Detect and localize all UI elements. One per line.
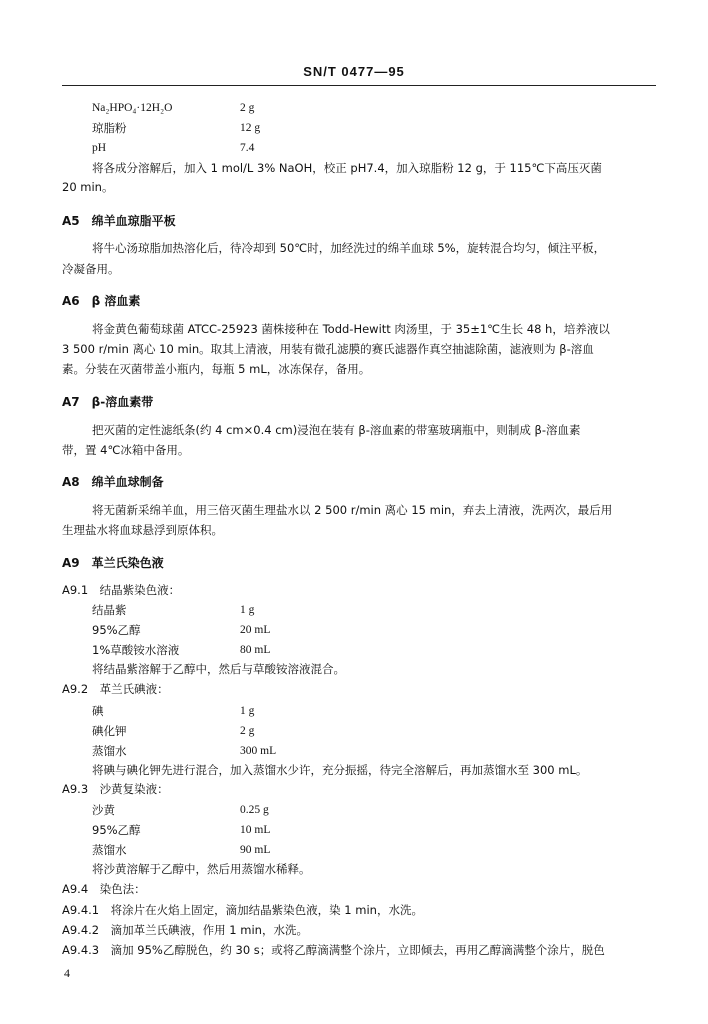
ingredient-value: 2 g [240, 102, 255, 114]
section-heading-a5: A5 绵羊血琼脂平板 [62, 214, 176, 228]
section-heading-a7: A7 β-溶血素带 [62, 395, 154, 409]
reagent-name: 95%乙醇 [92, 823, 141, 837]
reagent-name: 碘化钾 [92, 724, 127, 738]
paragraph-line: 把灭菌的定性滤纸条(约 4 cm×0.4 cm)浸泡在装有 β-溶血素的带塞玻璃瓶中，则制成 β-溶血素 [92, 423, 581, 437]
paragraph-line: 生理盐水将血球悬浮到原体积。 [62, 523, 223, 537]
paragraph-line: 3 500 r/min 离心 10 min。取其上清液，用装有微孔滤膜的赛氏滤器作真空抽滤除菌，滤液则为 β-溶血 [62, 342, 594, 356]
subsection-heading-a9-2: A9.2 革兰氏碘液： [62, 682, 169, 696]
ingredient-name: pH [92, 142, 107, 154]
reagent-name: 1%草酸铵水溶液 [92, 643, 180, 657]
procedure-note: 将沙黄溶解于乙醇中，然后用蒸馏水稀释。 [92, 862, 311, 876]
section-heading-a8: A8 绵羊血球制备 [62, 475, 164, 489]
reagent-name: 沙黄 [92, 803, 115, 817]
subsection-heading-a9-4: A9.4 染色法： [62, 882, 146, 896]
reagent-value: 10 mL [240, 824, 271, 836]
section-heading-a6: A6 β 溶血素 [62, 294, 141, 308]
ingredient-name: Na₂HPO₄·12H₂O [92, 102, 173, 114]
section-heading-a9: A9 革兰氏染色液 [62, 556, 164, 570]
paragraph-line: 将各成分溶解后，加入 1 mol/L 3% NaOH，校正 pH7.4，加入琼脂粉 12 g，于 115℃下高压灭菌 [92, 161, 602, 175]
reagent-value: 1 g [240, 705, 255, 717]
staining-step: A9.4.3 滴加 95%乙醇脱色，约 30 s；或将乙醇滴满整个涂片，立即倾去，再用乙醇滴满整个涂片，脱色 [62, 943, 605, 957]
subsection-heading-a9-1: A9.1 结晶紫染色液： [62, 583, 181, 597]
reagent-value: 1 g [240, 604, 255, 616]
ingredient-name: 琼脂粉 [92, 121, 127, 135]
reagent-value: 90 mL [240, 844, 271, 856]
staining-step: A9.4.2 滴加革兰氏碘液，作用 1 min，水洗。 [62, 923, 308, 937]
procedure-note: 将结晶紫溶解于乙醇中，然后与草酸铵溶液混合。 [92, 662, 345, 676]
procedure-note: 将碘与碘化钾先进行混合，加入蒸馏水少许，充分振摇，待完全溶解后，再加蒸馏水至 300 mL。 [92, 763, 588, 777]
reagent-name: 碘 [92, 704, 104, 718]
ingredient-value: 12 g [240, 122, 261, 134]
staining-step: A9.4.1 将涂片在火焰上固定，滴加结晶紫染色液，染 1 min，水洗。 [62, 903, 423, 917]
header-rule [62, 85, 656, 86]
reagent-name: 95%乙醇 [92, 623, 141, 637]
reagent-value: 2 g [240, 725, 255, 737]
paragraph-line: 冷凝备用。 [62, 262, 120, 276]
paragraph-line: 将牛心汤琼脂加热溶化后，待冷却到 50℃时，加经洗过的绵羊血球 5%，旋转混合均匀，倾注平板， [92, 241, 606, 255]
paragraph-line: 20 min。 [62, 180, 114, 194]
reagent-name: 蒸馏水 [92, 843, 127, 857]
reagent-value: 80 mL [240, 644, 271, 656]
standard-code-header: SN/T 0477—95 [303, 64, 405, 79]
reagent-name: 蒸馏水 [92, 744, 127, 758]
page-number: 4 [64, 966, 70, 980]
paragraph-line: 素。分装在灭菌带盖小瓶内，每瓶 5 mL，冰冻保存，备用。 [62, 362, 371, 376]
subsection-heading-a9-3: A9.3 沙黄复染液： [62, 782, 169, 796]
paragraph-line: 将无菌新采绵羊血，用三倍灭菌生理盐水以 2 500 r/min 离心 15 min，弃去上清液，洗两次，最后用 [92, 503, 613, 517]
reagent-value: 300 mL [240, 745, 277, 757]
paragraph-line: 将金黄色葡萄球菌 ATCC-25923 菌株接种在 Todd-Hewitt 肉汤里，于 35±1℃生长 48 h，培养液以 [92, 322, 610, 336]
paragraph-line: 带，置 4℃冰箱中备用。 [62, 443, 190, 457]
ingredient-value: 7.4 [240, 142, 255, 154]
reagent-value: 20 mL [240, 624, 271, 636]
reagent-name: 结晶紫 [92, 603, 127, 617]
reagent-value: 0.25 g [240, 804, 269, 816]
